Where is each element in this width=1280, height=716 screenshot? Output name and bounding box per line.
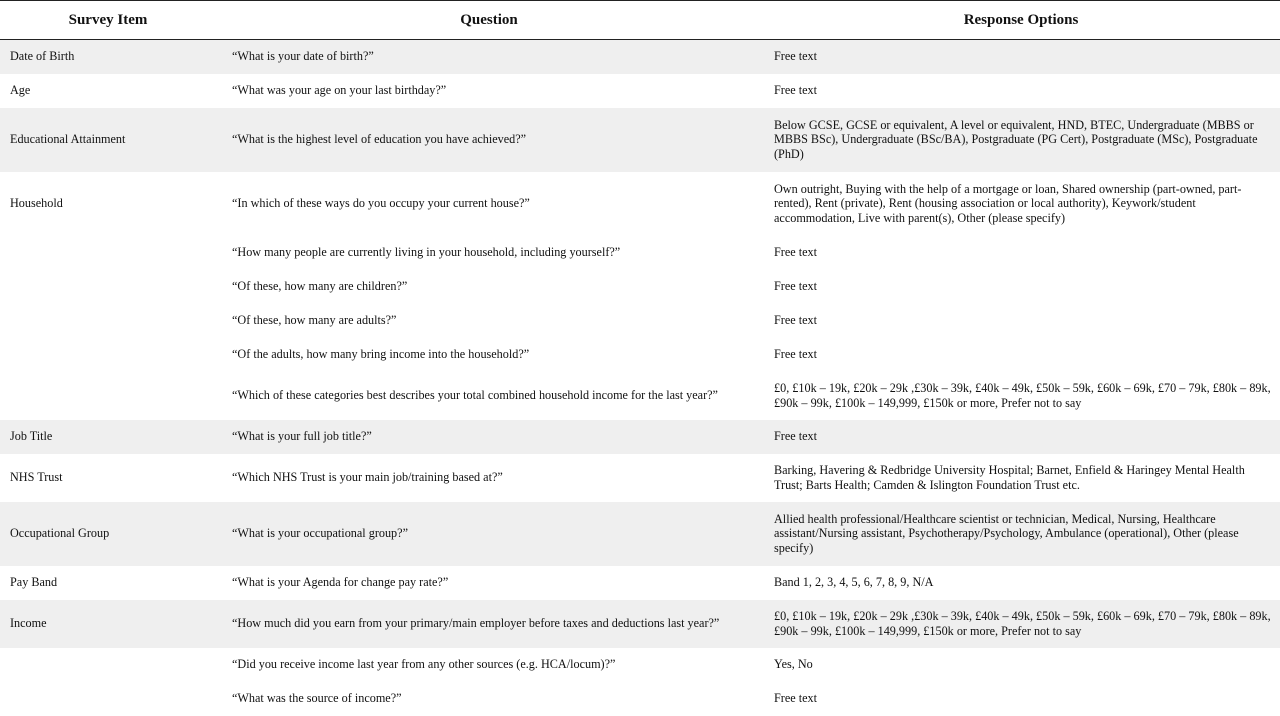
survey-item-cell: Pay Band bbox=[10, 575, 58, 590]
question-cell: “What is your Agenda for change pay rate?” bbox=[232, 575, 449, 590]
question-cell: “How much did you earn from your primary/main employer before taxes and deductions last year?” bbox=[216, 600, 762, 648]
table-row bbox=[0, 338, 1280, 372]
survey-item-cell bbox=[0, 372, 216, 420]
question-cell: “Of the adults, how many bring income into the household?” bbox=[232, 347, 530, 362]
question-cell: “Which NHS Trust is your main job/training based at?” bbox=[232, 470, 503, 485]
response-options-cell: Free text bbox=[762, 40, 1280, 74]
question-cell: “Which of these categories best describes your total combined household income for the last year?” bbox=[232, 388, 718, 403]
survey-item-cell bbox=[0, 304, 216, 338]
table-row bbox=[0, 172, 1280, 236]
response-options-cell: Free text bbox=[762, 420, 1280, 454]
question-cell: “What was the source of income?” bbox=[232, 691, 402, 706]
survey-item-cell: Household bbox=[10, 196, 63, 211]
question-cell: “How many people are currently living in your household, including yourself?” bbox=[232, 245, 621, 260]
response-options-cell: Free text bbox=[774, 691, 817, 706]
response-options-cell: Free text bbox=[774, 347, 817, 362]
question-cell: “Of these, how many are children?” bbox=[232, 279, 408, 294]
table-row bbox=[0, 682, 1280, 716]
survey-item-cell bbox=[0, 682, 216, 716]
response-options-cell: £0, £10k – 19k, £20k – 29k ,£30k – 39k, £40k – 49k, £50k – 59k, £60k – 69k, £70 – 79k, £80k – 89k, £90k – 99k, £100k – 149,999, £150k or more, Prefer not to say bbox=[762, 600, 1280, 648]
header-survey-item: Survey Item bbox=[0, 1, 216, 40]
response-options-cell: Own outright, Buying with the help of a mortgage or loan, Shared ownership (part-owned, part-rented), Rent (private), Rent (housing association or local authority), Keywork/student accommodation, Live with parent(s), Other (please specify) bbox=[774, 181, 1242, 225]
table-row bbox=[0, 304, 1280, 338]
response-options-cell: Free text bbox=[774, 245, 817, 260]
response-options-cell: Band 1, 2, 3, 4, 5, 6, 7, 8, 9, N/A bbox=[774, 575, 934, 590]
question-cell: “What is your occupational group?” bbox=[216, 502, 762, 566]
response-options-cell: Free text bbox=[774, 313, 817, 328]
survey-item-cell bbox=[0, 648, 216, 682]
response-options-cell: Allied health professional/Healthcare scientist or technician, Medical, Nursing, Healthcare assistant/Nursing assistant, Psychotherapy/Psychology, Ambulance (operational), Other (please specify) bbox=[762, 502, 1280, 566]
table-row bbox=[0, 108, 1280, 172]
survey-item-cell: Educational Attainment bbox=[0, 108, 216, 172]
table-header-row bbox=[0, 1, 1280, 40]
question-cell: “What is the highest level of education you have achieved?” bbox=[216, 108, 762, 172]
response-options-cell: Barking, Havering & Redbridge University Hospital; Barnet, Enfield & Haringey Mental Health Trust; Barts Health; Camden & Islington Foundation Trust etc. bbox=[774, 462, 1245, 492]
survey-item-cell: Job Title bbox=[0, 420, 216, 454]
survey-item-cell: Date of Birth bbox=[0, 40, 216, 74]
response-options-cell: Free text bbox=[774, 279, 817, 294]
survey-item-cell bbox=[0, 270, 216, 304]
table-row bbox=[0, 648, 1280, 682]
header-response-options: Response Options bbox=[762, 1, 1280, 40]
question-cell: “In which of these ways do you occupy your current house?” bbox=[232, 196, 530, 211]
survey-item-cell: Income bbox=[0, 600, 216, 648]
header-question: Question bbox=[216, 1, 762, 40]
table-row bbox=[0, 74, 1280, 108]
response-options-cell: Yes, No bbox=[774, 657, 813, 672]
response-options-cell: £0, £10k – 19k, £20k – 29k ,£30k – 39k, £40k – 49k, £50k – 59k, £60k – 69k, £70 – 79k, £80k – 89k, £90k – 99k, £100k – 149,999, £150k or more, Prefer not to say bbox=[774, 380, 1271, 410]
table-row bbox=[0, 372, 1280, 420]
table-row bbox=[0, 420, 1280, 454]
table-row bbox=[0, 600, 1280, 648]
survey-item-cell bbox=[0, 338, 216, 372]
question-cell: “Did you receive income last year from any other sources (e.g. HCA/locum)?” bbox=[232, 657, 616, 672]
table-row bbox=[0, 270, 1280, 304]
question-cell: “Of these, how many are adults?” bbox=[232, 313, 397, 328]
survey-item-cell: NHS Trust bbox=[10, 470, 63, 485]
table-row bbox=[0, 502, 1280, 566]
survey-item-cell bbox=[0, 236, 216, 270]
response-options-cell: Free text bbox=[774, 83, 817, 98]
table-body bbox=[0, 40, 1280, 716]
table-row bbox=[0, 40, 1280, 74]
table-row bbox=[0, 236, 1280, 270]
question-cell: “What is your date of birth?” bbox=[216, 40, 762, 74]
table-row bbox=[0, 454, 1280, 502]
question-cell: “What is your full job title?” bbox=[216, 420, 762, 454]
survey-item-cell: Occupational Group bbox=[0, 502, 216, 566]
table-row bbox=[0, 566, 1280, 600]
question-cell: “What was your age on your last birthday?” bbox=[232, 83, 447, 98]
response-options-cell: Below GCSE, GCSE or equivalent, A level or equivalent, HND, BTEC, Undergraduate (MBBS or MBBS BSc), Undergraduate (BSc/BA), Postgraduate (PG Cert), Postgraduate (MSc), Postgraduate (PhD) bbox=[762, 108, 1280, 172]
survey-item-cell: Age bbox=[10, 83, 31, 98]
